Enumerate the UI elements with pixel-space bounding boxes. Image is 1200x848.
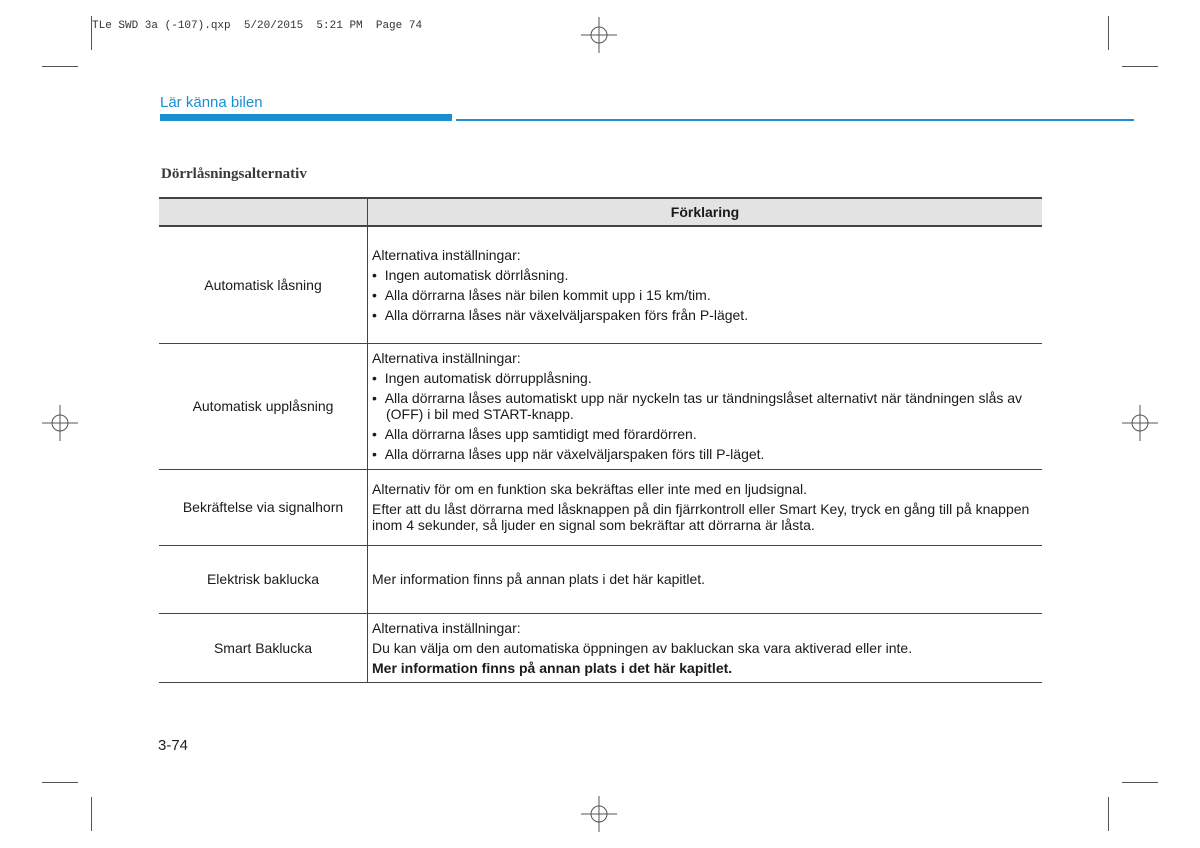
table-row: [159, 343, 1042, 469]
line-text: Alternativa inställningar:: [372, 350, 521, 366]
section-title: Lär känna bilen: [160, 94, 263, 111]
header-cell-option: [159, 198, 368, 226]
line-text: Alla dörrarna låses när växelväljarspaken förs från P-läget.: [384, 306, 749, 323]
explanation-line: [372, 620, 1038, 636]
table-body: [159, 226, 1042, 682]
bullet-item: [372, 307, 1038, 323]
explanation-line: [372, 350, 1038, 366]
registration-mark-bottom-icon: [581, 796, 617, 832]
registration-mark-right-icon: [1122, 405, 1158, 441]
bullet-item: [372, 446, 1038, 462]
line-text: Mer information finns på annan plats i det här kapitlet.: [372, 571, 706, 587]
option-explanation: [368, 343, 1043, 469]
option-name: Smart Baklucka: [159, 613, 368, 682]
line-text: Ingen automatisk dörrupplåsning.: [384, 370, 592, 386]
section-bar-thin: [456, 119, 1134, 121]
line-text: Alla dörrarna låses när bilen kommit upp i 15 km/tim.: [384, 286, 711, 303]
bullet-icon: •: [372, 266, 385, 283]
table-row: [159, 613, 1042, 682]
page-heading: Dörrlåsningsalternativ: [161, 166, 307, 182]
line-text: Alla dörrarna låses upp samtidigt med förardörren.: [384, 426, 697, 442]
option-name: Bekräftelse via signalhorn: [159, 469, 368, 545]
option-name: Automatisk upplåsning: [159, 343, 368, 469]
explanation-line: [372, 247, 1038, 263]
table-row: [159, 469, 1042, 545]
option-explanation: [368, 545, 1043, 613]
print-slug: TLe SWD 3a (-107).qxp 5/20/2015 5:21 PM Page 74: [92, 20, 423, 32]
line-text: Mer information finns på annan plats i det här kapitlet.: [372, 659, 733, 676]
registration-mark-top-icon: [581, 17, 617, 53]
header-cell-explanation: Förklaring: [368, 198, 1043, 226]
line-text: Alla dörrarna låses automatiskt upp när nyckeln tas ur tändningslåset alternativt när tändningen slås av (OFF) i bil med START-knapp.: [384, 390, 1023, 422]
bullet-item: [372, 390, 1038, 422]
option-explanation: [368, 226, 1043, 343]
bullet-icon: •: [372, 306, 385, 323]
line-text: Alla dörrarna låses upp när växelväljarspaken förs till P-läget.: [384, 446, 765, 462]
line-text: Alternativ för om en funktion ska bekräftas eller inte med en ljudsignal.: [372, 481, 808, 497]
explanation-line: [372, 660, 1038, 676]
bullet-icon: •: [372, 426, 385, 442]
table-row: [159, 226, 1042, 343]
line-text: Du kan välja om den automatiska öppningen av bakluckan ska vara aktiverad eller inte.: [372, 639, 913, 656]
page-number: 3-74: [158, 737, 189, 754]
door-lock-options-table: [159, 197, 1042, 683]
registration-mark-left-icon: [42, 405, 78, 441]
bullet-item: [372, 370, 1038, 386]
explanation-line: [372, 481, 1038, 497]
bullet-item: [372, 426, 1038, 442]
bullet-icon: •: [372, 370, 385, 386]
explanation-line: [372, 640, 1038, 656]
explanation-line: [372, 501, 1038, 533]
option-name: Automatisk låsning: [159, 226, 368, 343]
line-text: Alternativa inställningar:: [372, 619, 521, 636]
bullet-item: [372, 267, 1038, 283]
option-name: Elektrisk baklucka: [159, 545, 368, 613]
line-text: Ingen automatisk dörrlåsning.: [384, 266, 569, 283]
bullet-icon: •: [372, 286, 385, 303]
line-text: Efter att du låst dörrarna med låsknappen på din fjärrkontroll eller Smart Key, tryck en gång till på knappen inom 4 sekunder, så ljuder en signal som bekräftar att dörrarna är låsta.: [372, 501, 1030, 533]
bullet-item: [372, 287, 1038, 303]
bullet-icon: •: [372, 390, 385, 406]
explanation-line: [372, 571, 1038, 587]
option-explanation: [368, 469, 1043, 545]
line-text: Alternativa inställningar:: [372, 246, 521, 263]
section-bar-thick: [160, 114, 452, 121]
table-row: [159, 545, 1042, 613]
option-explanation: [368, 613, 1043, 682]
table-header-row: [159, 198, 1042, 226]
bullet-icon: •: [372, 446, 385, 462]
